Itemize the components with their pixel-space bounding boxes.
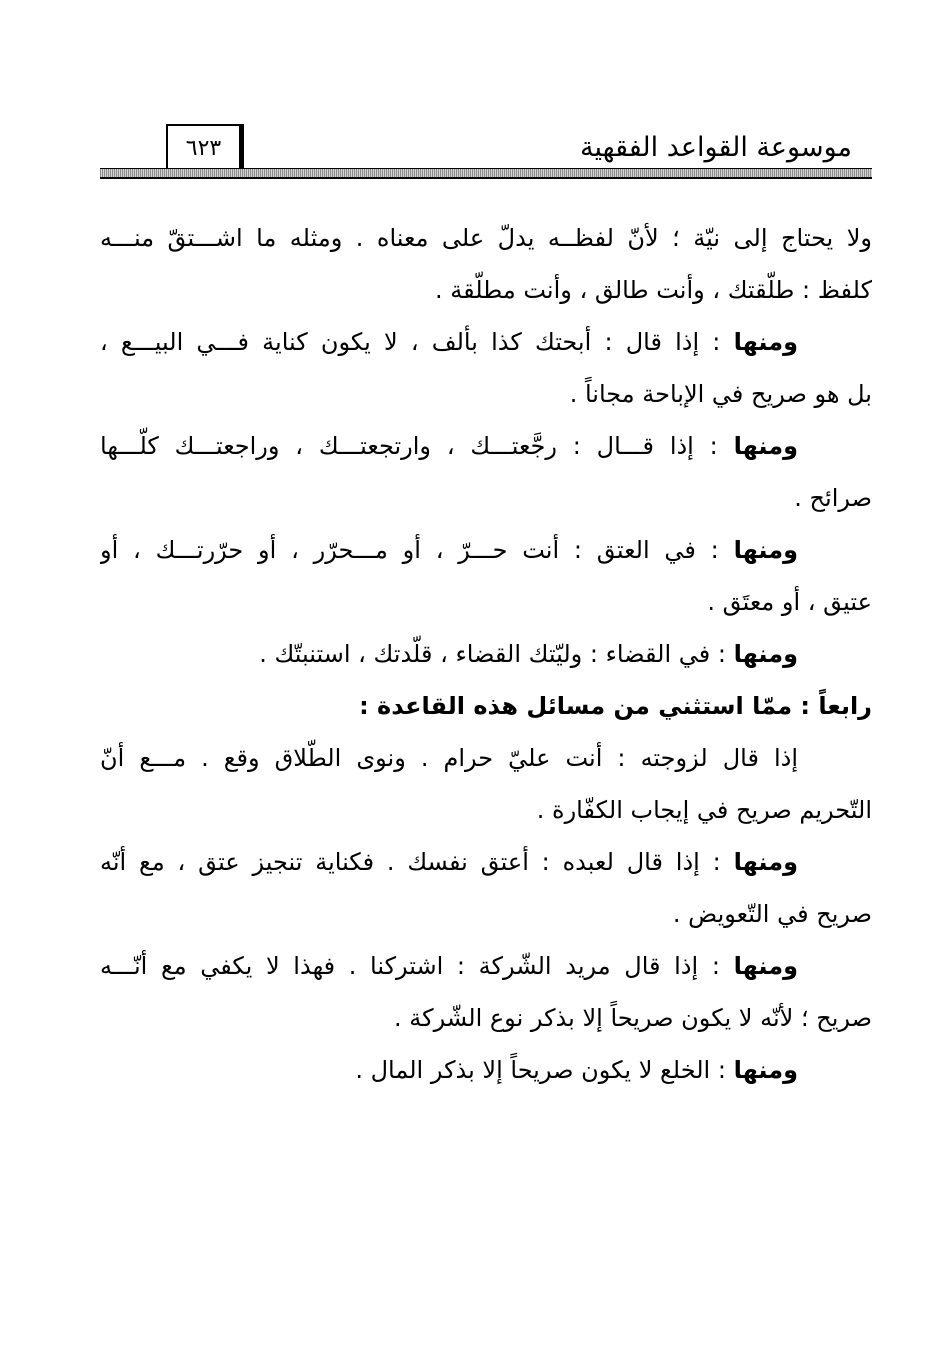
line-text: بل هو صريح في الإباحة مجاناً . — [569, 380, 872, 408]
heading-text: رابعاً : ممّا استثني من مسائل هذه القاعدة : — [359, 692, 872, 720]
page-number: ٦٢٣ — [185, 135, 222, 161]
paragraph-label: ومنها — [733, 848, 798, 876]
line-text: : في العتق : أنت حـــرّ ، أو مـــحرّر ، أو حرّرتـــك ، أو — [100, 536, 734, 564]
text-line — [100, 940, 872, 992]
text-line — [100, 472, 872, 524]
text-line — [100, 992, 872, 1044]
line-text: التّحريم صريح في إيجاب الكفّارة . — [536, 796, 872, 824]
line-text: : إذا قـــال : رجَّعتـــك ، وارتجعتـــك ، وراجعتـــك كلّـــها — [100, 432, 734, 460]
text-line — [100, 784, 872, 836]
line-text: إذا قال لزوجته : أنت عليّ حرام . ونوى الطّلاق وقع . مـــع أنّ — [100, 744, 798, 772]
page-number-box — [166, 124, 244, 170]
text-line — [100, 576, 872, 628]
line-text: : في القضاء : وليّتك القضاء ، قلّدتك ، استنبتّك . — [259, 640, 734, 668]
line-text: عتيق ، أو معتَق . — [707, 588, 872, 616]
paragraph-label: ومنها — [733, 952, 798, 980]
line-text: ولا يحتاج إلى نيّة ؛ لأنّ لفظــه يدلّ على معناه . ومثله ما اشـــتقّ منـــه — [100, 224, 872, 252]
section-heading — [100, 680, 872, 732]
paragraph-label: ومنها — [733, 536, 798, 564]
line-text: : إذا قال لعبده : أعتق نفسك . فكناية تنجيز عتق ، مع أنّه — [100, 848, 734, 876]
header-rule — [100, 168, 872, 179]
text-line — [100, 1044, 872, 1096]
book-title: موسوعة القواعد الفقهية — [580, 132, 852, 163]
paragraph-label: ومنها — [733, 1056, 798, 1084]
line-text: : إذا قال مريد الشّركة : اشتركنا . فهذا لا يكفي مع أنّـــه — [100, 952, 734, 980]
line-text: : إذا قال : أبحتك كذا بألف ، لا يكون كناية فـــي البيـــع ، — [100, 328, 734, 356]
text-line — [100, 212, 872, 264]
line-text: صريح في التّعويض . — [672, 900, 872, 928]
text-line — [100, 628, 872, 680]
line-text: : الخلع لا يكون صريحاً إلا بذكر المال . — [355, 1056, 734, 1084]
page-header — [100, 124, 872, 180]
text-line — [100, 732, 872, 784]
text-line — [100, 836, 872, 888]
text-line — [100, 316, 872, 368]
text-line — [100, 524, 872, 576]
line-text: صريح ؛ لأنّه لا يكون صريحاً إلا بذكر نوع الشّركة . — [394, 1004, 872, 1032]
paragraph-label: ومنها — [733, 432, 798, 460]
text-line — [100, 264, 872, 316]
line-text: كلفظ : طلّقتك ، وأنت طالق ، وأنت مطلّقة . — [434, 276, 872, 304]
text-line — [100, 368, 872, 420]
paragraph-label: ومنها — [733, 328, 798, 356]
text-line — [100, 420, 872, 472]
line-text: صرائح . — [794, 484, 872, 512]
text-line — [100, 888, 872, 940]
paragraph-label: ومنها — [733, 640, 798, 668]
page-body — [100, 212, 872, 1096]
